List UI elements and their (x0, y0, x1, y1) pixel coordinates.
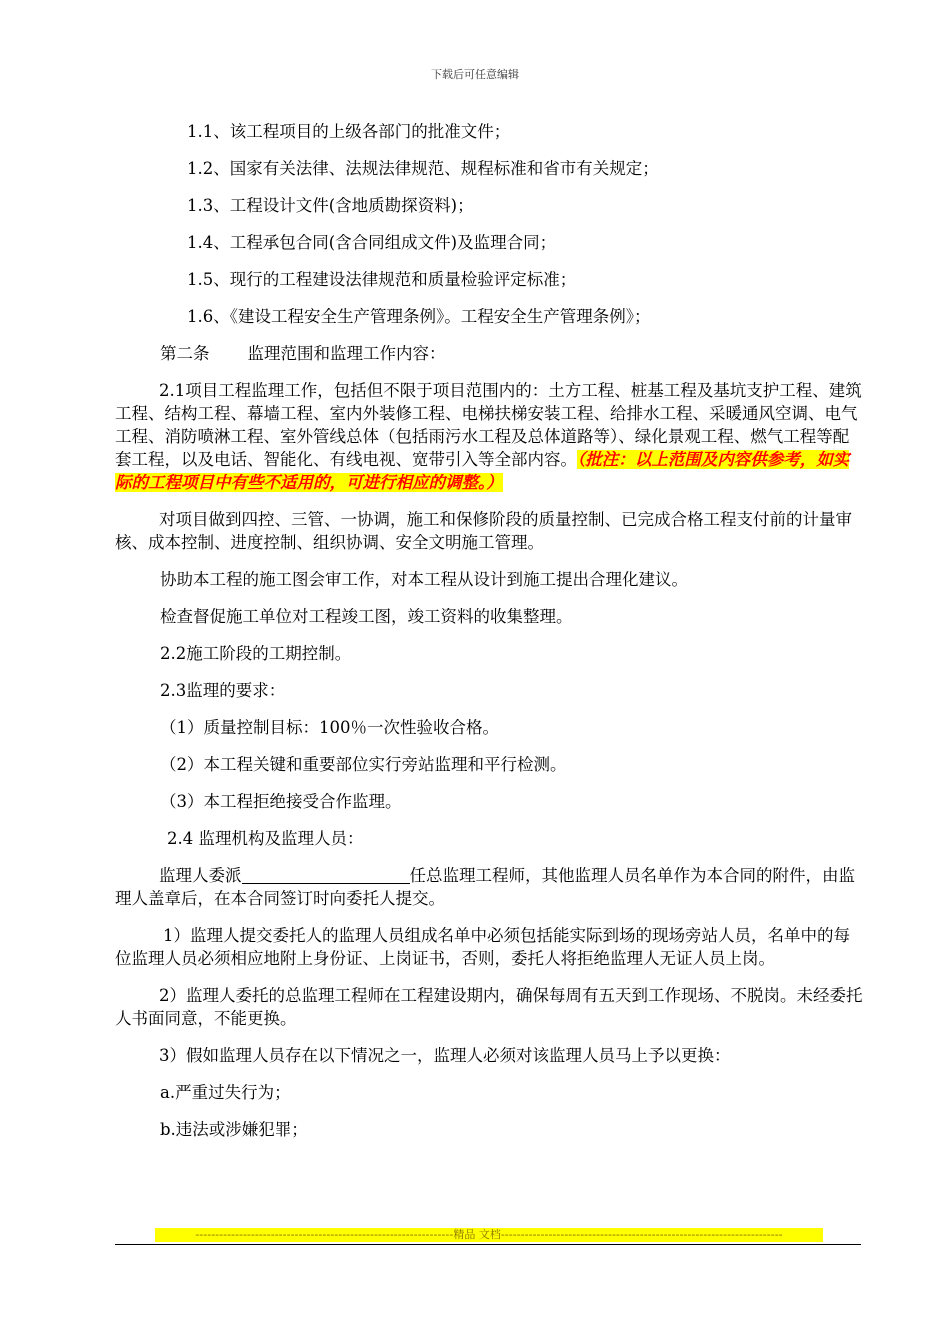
member-rule-1: 1）监理人提交委托人的监理人员组成名单中必须包括能实际到场的现场旁站人员，名单中的每位监理人员必须相应地附上身份证、上岗证书，否则，委托人将拒绝监理人无证人员上岗。 (115, 926, 850, 968)
clause-1-6: 1.6、《建设工程安全生产管理条例》。工程安全生产管理条例》； (187, 307, 651, 326)
article-2-label: 第二条 (160, 344, 210, 363)
article-2-title: 监理范围和监理工作内容： (247, 344, 446, 363)
document-body (115, 120, 863, 1155)
section-2-2: 2.2施工阶段的工期控制。 (160, 644, 352, 663)
requirement-3: （3）本工程拒绝接受合作监理。 (160, 792, 402, 811)
condition-a: a.严重过失行为； (160, 1083, 291, 1102)
section-2-3: 2.3监理的要求： (160, 681, 286, 700)
article-2-heading (115, 342, 863, 365)
clause-1-2: 1.2、国家有关法律、法规法律规范、规程标准和省市有关规定； (187, 159, 659, 178)
control-paragraph: 对项目做到四控、三管、一协调，施工和保修阶段的质量控制、已完成合格工程支付前的计量审核、成本控制、进度控制、组织协调、安全文明施工管理。 (115, 510, 852, 552)
requirement-2: （2）本工程关键和重要部位实行旁站监理和平行检测。 (160, 755, 567, 774)
annotation-note: （批注：以上范围及内容供参考，如实际的工程项目中有些不适用的，可进行相应的调整。） (115, 450, 850, 492)
assist-paragraph: 协助本工程的施工图会审工作，对本工程从设计到施工提出合理化建议。 (160, 570, 688, 589)
clause-1-3: 1.3、工程设计文件(含地质勘探资料)； (187, 196, 474, 215)
requirement-1: （1）质量控制目标：100％一次性验收合格。 (160, 718, 499, 737)
section-2-1-body: 2.1项目工程监理工作，包括但不限于项目范围内的：土方工程、桩基工程及基坑支护工程、建筑工程、结构工程、幕墙工程、室内外装修工程、电梯扶梯安装工程、给排水工程、采暖通风空调、电气工程、消防喷淋工程、室外管线总体（包括雨污水工程及总体道路等）、绿化景观工程、燃气工程等配套工程，以及电话、智能化、有线电视、宽带引入等全部内容。 (115, 381, 862, 469)
footer-rule (115, 1244, 861, 1245)
appoint-lead: 监理人委派 (159, 866, 242, 885)
footer-banner: -----------------------------------------------------------------精品 文档----------------------------------------------------------------------- (155, 1228, 823, 1242)
clause-1-1: 1.1、该工程项目的上级各部门的批准文件； (187, 122, 511, 141)
appoint-paragraph (115, 864, 863, 910)
section-2-4: 2.4 监理机构及监理人员： (167, 829, 364, 848)
member-rule-3: 3）假如监理人员存在以下情况之一，监理人必须对该监理人员马上予以更换： (159, 1046, 731, 1065)
clause-1-5: 1.5、现行的工程建设法律规范和质量检验评定标准； (187, 270, 577, 289)
page-header: 下载后可任意编辑 (431, 68, 519, 81)
name-blank-line (242, 867, 410, 884)
section-2-1 (115, 379, 863, 494)
check-paragraph: 检查督促施工单位对工程竣工图，竣工资料的收集整理。 (160, 607, 573, 626)
condition-b: b.违法或涉嫌犯罪； (160, 1120, 308, 1139)
clause-1-4: 1.4、工程承包合同(含合同组成文件)及监理合同； (187, 233, 557, 252)
appoint-rest: 任总监理工程师，其他监理人员名单作为本合同的附件，由监理人盖章后，在本合同签订时向委托人提交。 (115, 866, 855, 908)
member-rule-2: 2）监理人委托的总监理工程师在工程建设期内，确保每周有五天到工作现场、不脱岗。未经委托人书面同意，不能更换。 (115, 986, 863, 1028)
